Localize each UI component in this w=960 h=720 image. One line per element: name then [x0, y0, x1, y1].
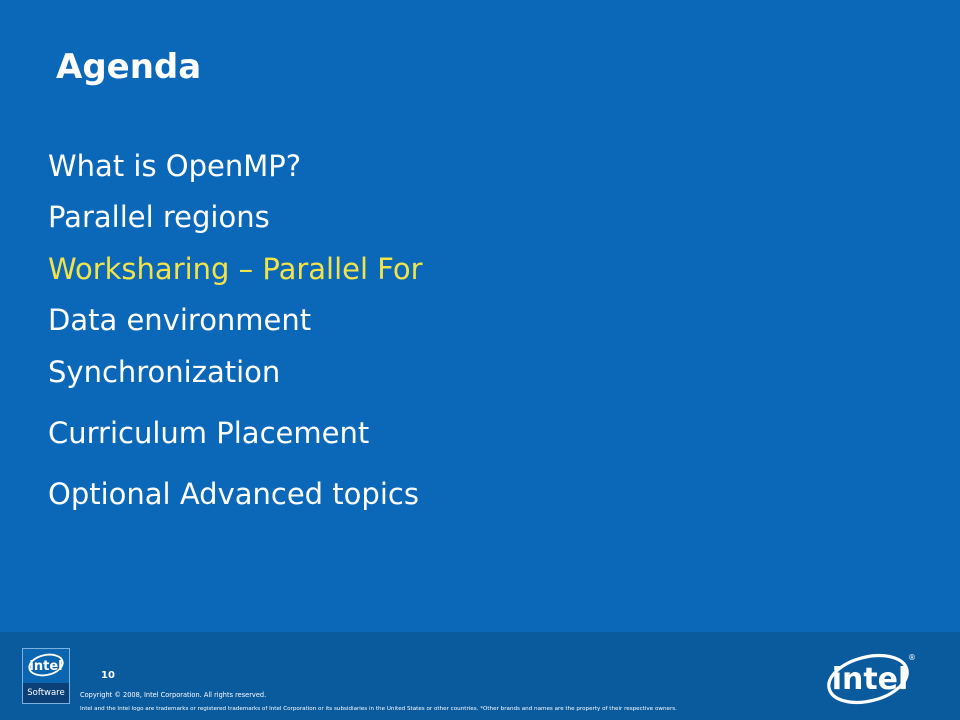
agenda-item-parallel-regions: Parallel regions [48, 200, 270, 234]
software-label: Software [23, 683, 69, 703]
intel-logo-icon [824, 646, 916, 708]
agenda-item-openmp: What is OpenMP? [48, 149, 302, 183]
svg-text:intel: intel [29, 659, 63, 674]
slide-title: Agenda [56, 47, 202, 87]
agenda-item-data-environment: Data environment [48, 303, 312, 337]
agenda-item-advanced-topics: Optional Advanced topics [48, 477, 419, 511]
agenda-item-worksharing: Worksharing – Parallel For [48, 252, 423, 286]
intel-software-badge [22, 648, 70, 704]
page-number: 10 [101, 670, 115, 681]
copyright-text: Copyright © 2008, Intel Corporation. All rights reserved. [80, 691, 267, 699]
agenda-item-curriculum-placement: Curriculum Placement [48, 416, 370, 450]
trademark-text: Intel and the Intel logo are trademarks or registered trademarks of Intel Corporation or its subsidiaries in the United States or other countries. *Other brands and names are the property of their respective owners. [80, 706, 677, 712]
svg-text:intel: intel [831, 662, 909, 697]
intel-badge-logo-icon [23, 649, 69, 682]
agenda-item-synchronization: Synchronization [48, 355, 281, 389]
svg-text:®: ® [908, 653, 916, 662]
